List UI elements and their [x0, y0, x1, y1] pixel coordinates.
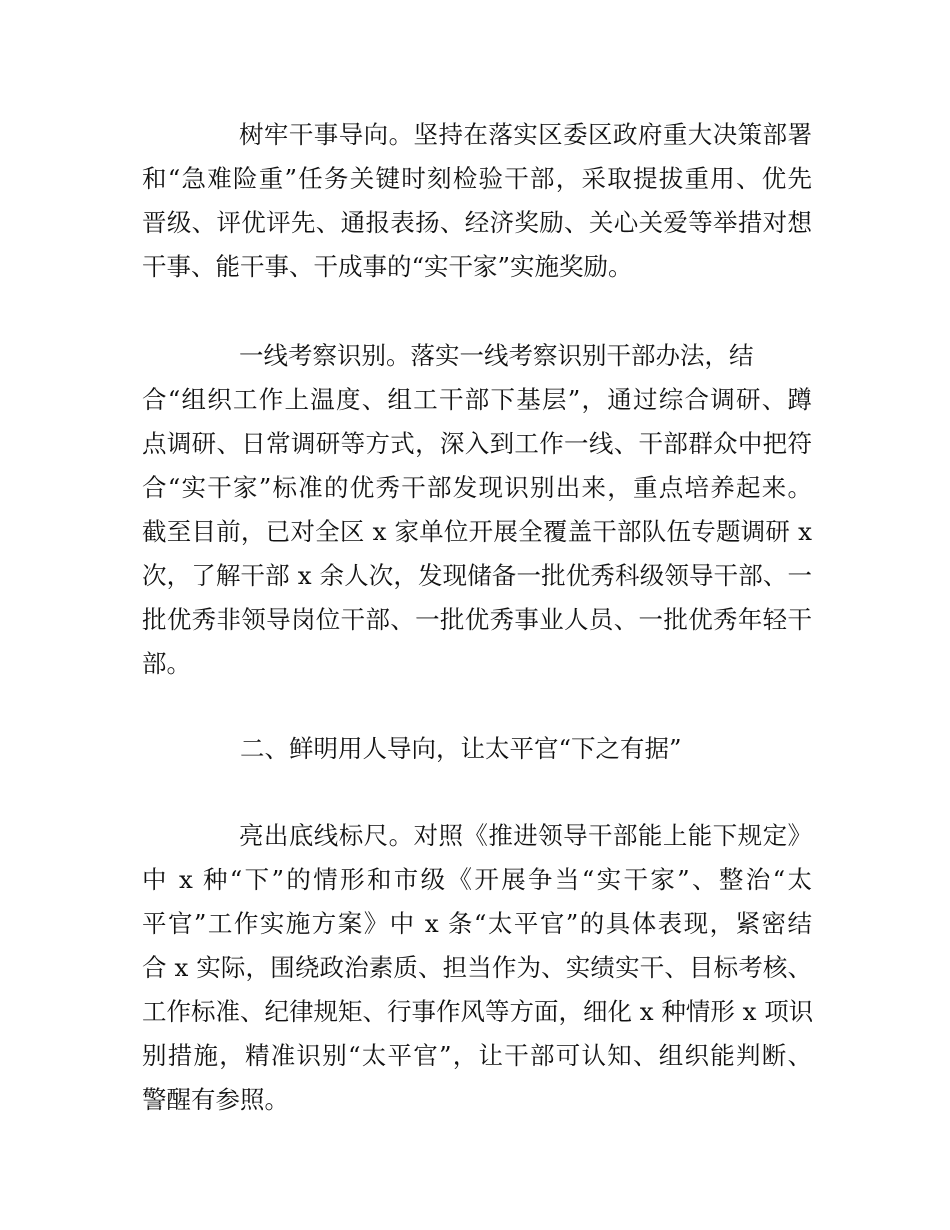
paragraph-line: 亮出底线标尺。对照《推进领导干部能上能下规定》 [239, 821, 812, 850]
paragraph-line: 干事、能干事、干成事的“实干家”实施奖励。 [142, 252, 633, 281]
paragraph-line: 和“急难险重”任务关键时刻检验干部，采取提拔重用、优先 [142, 164, 812, 193]
paragraph-line: 次，了解干部 x 余人次，发现储备一批优秀科级领导干部、一 [142, 561, 812, 590]
paragraph-line: 树牢干事导向。坚持在落实区委区政府重大决策部署 [239, 120, 812, 149]
paragraph-line: 平官”工作实施方案》中 x 条“太平官”的具体表现，紧密结 [142, 909, 812, 938]
paragraph-line: 截至目前，已对全区 x 家单位开展全覆盖干部队伍专题调研 x [142, 517, 812, 546]
paragraph-line: 工作标准、纪律规矩、行事作风等方面，细化 x 种情形 x 项识 [142, 997, 814, 1026]
paragraph-line: 部。 [142, 649, 191, 678]
paragraph-frontline-inspection [142, 334, 812, 686]
paragraph-line: 晋级、评优评先、通报表扬、经济奖励、关心关爱等举措对想 [142, 208, 812, 237]
paragraph-line: 批优秀非领导岗位干部、一批优秀事业人员、一批优秀年轻干 [142, 605, 812, 634]
paragraph-line: 一线考察识别。落实一线考察识别干部办法，结 [239, 341, 754, 370]
paragraph-line: 合“实干家”标准的优秀干部发现识别出来，重点培养起来。 [142, 473, 812, 502]
section-heading: 二、鲜明用人导向，让太平官“下之有据” [240, 734, 682, 763]
paragraph-line: 点调研、日常调研等方式，深入到工作一线、干部群众中把符 [142, 429, 812, 458]
paragraph-line: 别措施，精准识别“太平官”，让干部可认知、组织能判断、 [142, 1041, 812, 1070]
paragraph-line: 合 x 实际，围绕政治素质、担当作为、实绩实干、目标考核、 [142, 953, 812, 982]
paragraph-line: 中 x 种“下”的情形和市级《开展争当“实干家”、整治“太 [142, 865, 812, 894]
paragraph-bottom-line-standard [142, 814, 812, 1122]
paragraph-line: 警醒有参照。 [142, 1085, 289, 1114]
paragraph-cadre-orientation [142, 113, 812, 289]
paragraph-line: 合“组织工作上温度、组工干部下基层”，通过综合调研、蹲 [142, 385, 812, 414]
